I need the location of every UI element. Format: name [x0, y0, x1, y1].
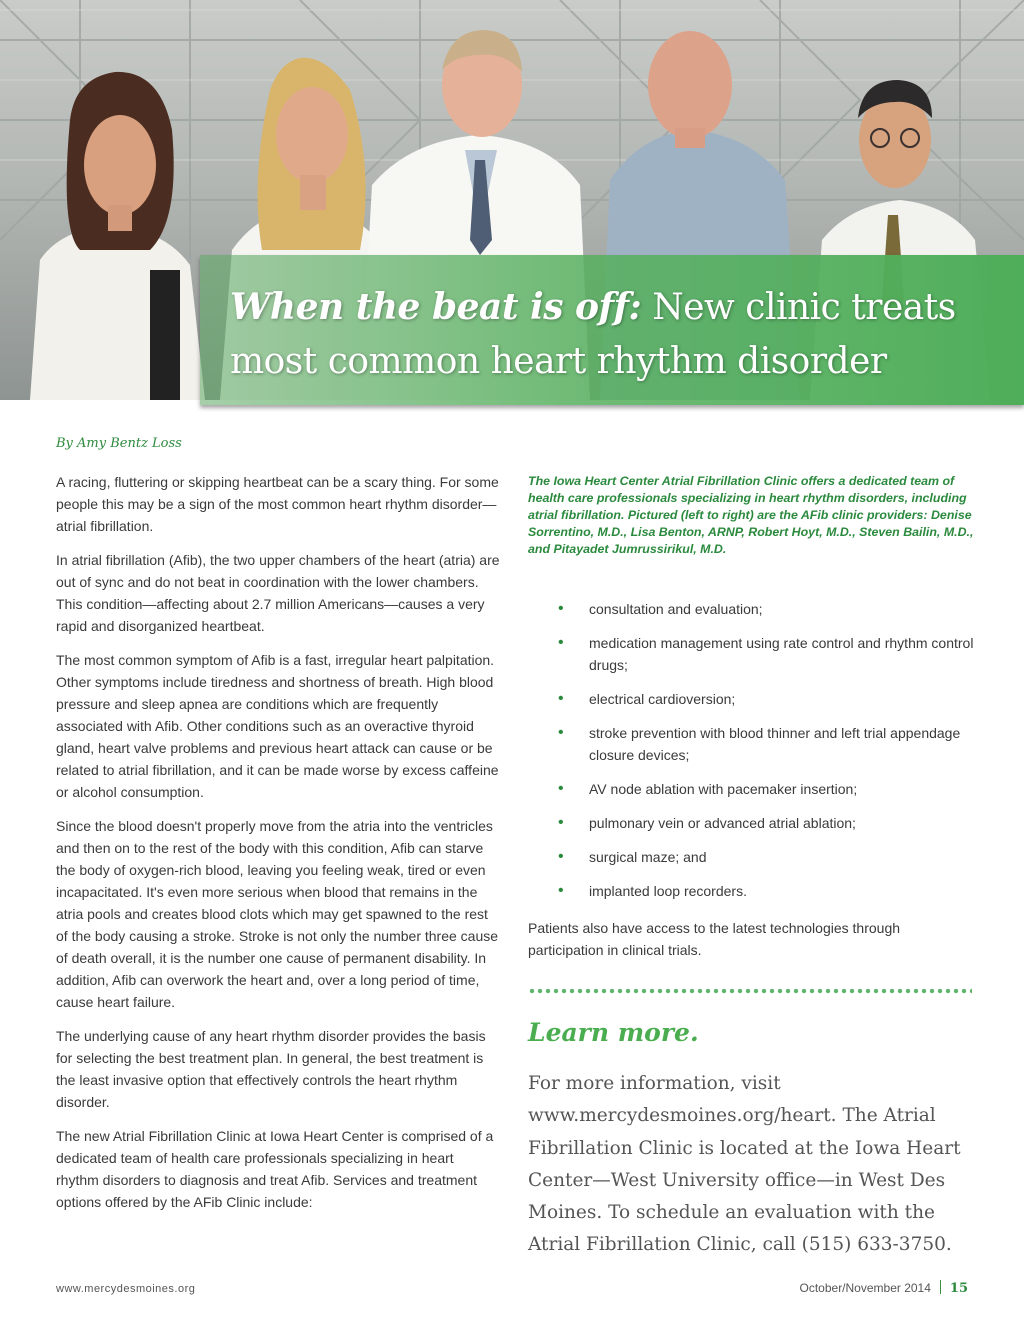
byline: By Amy Bentz Loss	[56, 436, 182, 451]
paragraph: The most common symptom of Afib is a fast, irregular heart palpitation. Other symptoms include tiredness and shortness of breath. High blood pressure and sleep apnea are conditions which are frequently associated with Afib. Other conditions such as an overactive thyroid gland, heart valve problems and previous heart attack can cause or be related to atrial fibrillation, and it can be made worse by excess caffeine or alcohol consumption.	[56, 652, 499, 800]
paragraph: The new Atrial Fibrillation Clinic at Iowa Heart Center is comprised of a dedicated team of health care professionals specializing in heart rhythm disorders to diagnosis and treat Afib. Services and treatment options offered by the AFib Clinic include:	[56, 1128, 494, 1210]
learn-more-heading: Learn more.	[528, 1018, 699, 1047]
list-item-text: stroke prevention with blood thinner and left trial appendage closure devices;	[589, 725, 961, 763]
issue-date: October/November 2014	[799, 1281, 931, 1295]
footer-issue-info	[800, 1280, 969, 1296]
list-item	[528, 598, 978, 620]
bullet-icon: •	[558, 724, 564, 741]
dotted-divider	[528, 988, 972, 994]
services-list	[528, 598, 978, 914]
list-item-text: medication management using rate control and rhythm control drugs;	[589, 635, 974, 673]
photo-caption: The Iowa Heart Center Atrial Fibrillation Clinic offers a dedicated team of health care professionals specializing in heart rhythm disorders, including atrial fibrillation. Pictured (left to right) are the AFib clinic providers: Denise Sorrentino, M.D., Lisa Benton, ARNP, Robert Hoyt, M.D., Steven Bailin, M.D., and Pitayadet Jumrussirikul, M.D.	[528, 474, 974, 556]
bullet-icon: •	[558, 690, 564, 707]
person-1-figure	[30, 72, 205, 400]
bullet-icon: •	[558, 780, 564, 797]
headline-bold-part: When the beat is off:	[230, 286, 642, 328]
list-item	[528, 632, 978, 676]
left-column	[56, 471, 500, 1225]
paragraph: The underlying cause of any heart rhythm disorder provides the basis for selecting the best treatment plan. In general, the best treatment is the least invasive option that effectively controls the heart rhythm disorder.	[56, 1028, 486, 1110]
list-item-text: surgical maze; and	[589, 849, 707, 865]
bullet-icon: •	[558, 882, 564, 899]
learn-more-body: For more information, visit www.mercydesmoines.org/heart. The Atrial Fibrillation Clinic is located at the Iowa Heart Center—West University office—in West Des Moines. To schedule an evaluation with the Atrial Fibrillation Clinic, call (515) 633-3750.	[528, 1073, 961, 1256]
page-number: 15	[949, 1281, 968, 1296]
bullet-icon: •	[558, 848, 564, 865]
list-item	[528, 846, 978, 868]
paragraph: In atrial fibrillation (Afib), the two upper chambers of the heart (atria) are out of sync and do not beat in coordination with the lower chambers. This condition—affecting about 2.7 million Americans—causes a very rapid and disorganized heartbeat.	[56, 552, 500, 634]
list-item	[528, 812, 978, 834]
bullet-icon: •	[558, 814, 564, 831]
list-item	[528, 688, 978, 710]
article-headline	[230, 280, 1010, 389]
list-item	[528, 722, 978, 766]
headline-line1: New clinic treats	[652, 287, 956, 328]
paragraph: Since the blood doesn't properly move from the atria into the ventricles and then on to the rest of the body with this condition, Afib can starve the body of oxygen-rich blood, leaving you feeling weak, tired or even incapacitated. It's even more serious when blood that remains in the atria pools and creates blood clots which may get spawned to the rest of the body causing a stroke. Stroke is not only the number three cause of death overall, it is the number one cause of permanent disability. In addition, Afib can overwork the heart and, over a long period of time, cause heart failure.	[56, 818, 499, 1010]
bullet-icon: •	[558, 634, 564, 651]
footer-url: www.mercydesmoines.org	[56, 1283, 196, 1295]
footer-separator	[940, 1280, 941, 1294]
list-item-text: pulmonary vein or advanced atrial ablation;	[589, 815, 856, 831]
paragraph: A racing, fluttering or skipping heartbeat can be a scary thing. For some people this may be a sign of the most common heart rhythm disorder—atrial fibrillation.	[56, 474, 499, 534]
list-item	[528, 778, 978, 800]
list-item	[528, 880, 978, 902]
list-item-text: implanted loop recorders.	[589, 883, 747, 899]
headline-line2: most common heart rhythm disorder	[230, 341, 887, 382]
list-item-text: electrical cardioversion;	[589, 691, 736, 707]
bullet-icon: •	[558, 600, 564, 617]
list-item-text: AV node ablation with pacemaker insertion;	[589, 781, 858, 797]
list-item-text: consultation and evaluation;	[589, 601, 763, 617]
patients-note: Patients also have access to the latest technologies through participation in clinical trials.	[528, 920, 901, 958]
